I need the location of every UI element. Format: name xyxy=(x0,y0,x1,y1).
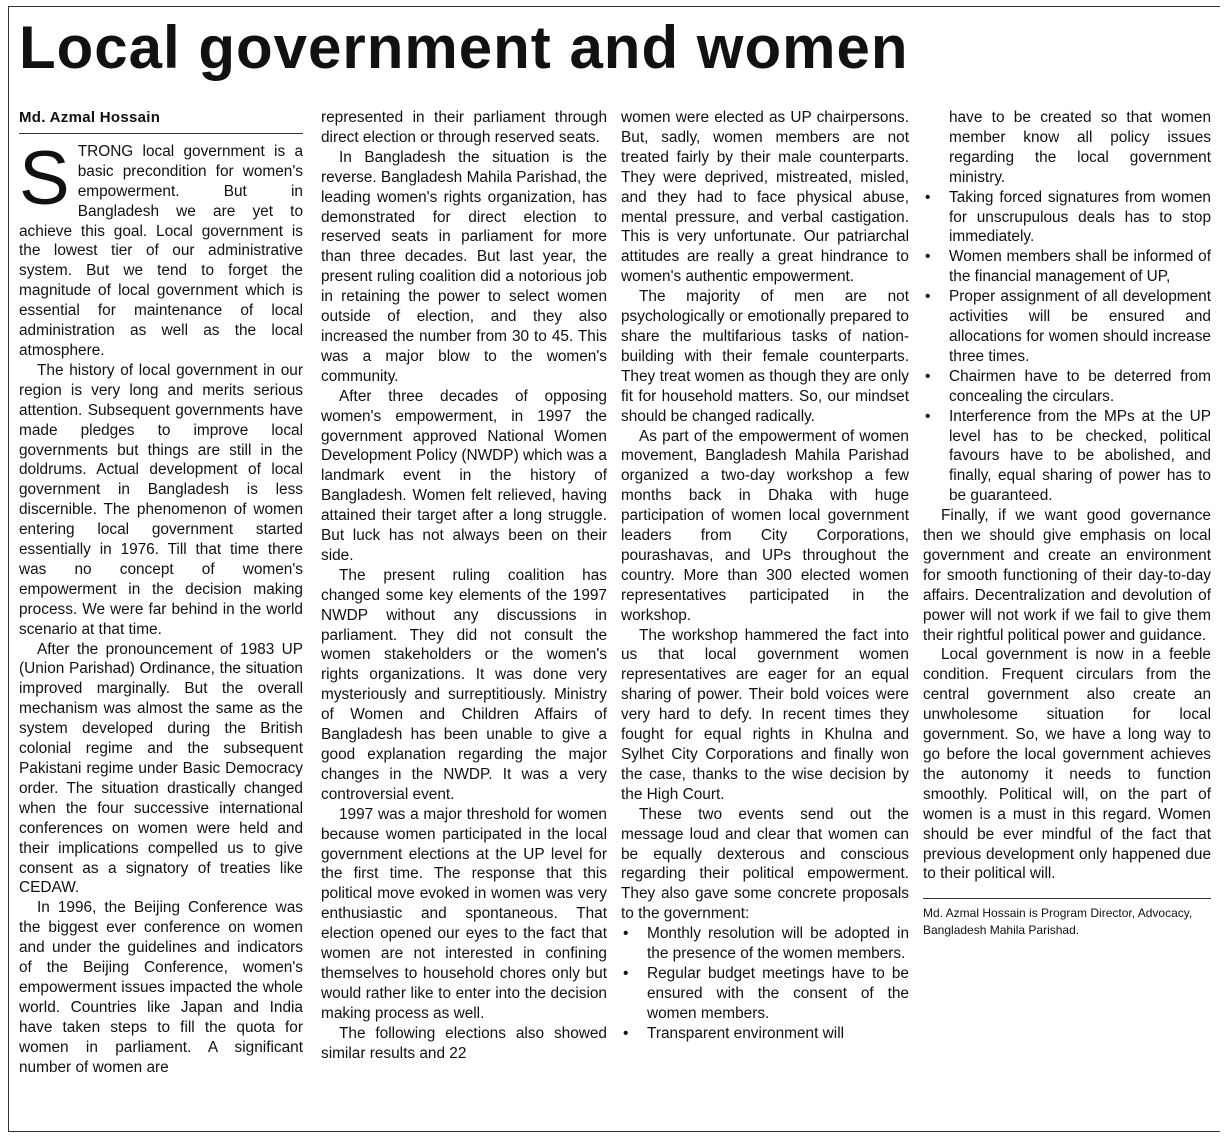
paragraph: The history of local government in our region is very long and merits serious attention. Subsequent governments have made pledges to improve local governments but things are still in the doldrums. Actual development of local government in Bangladesh is less discernible. The phenomenon of women entering local government started essentially in 1976. Till that time there was no concept of women's empowerment in the decision making process. We were far behind in the world scenario at that time. xyxy=(19,361,303,638)
list-item: • Interference from the MPs at the UP level has to be checked, political favours have to be abolished, and finally, equal sharing of power has to be guaranteed. xyxy=(923,407,1211,507)
proposal-list xyxy=(621,924,909,1043)
paragraph: In Bangladesh the situation is the reverse. Bangladesh Mahila Parishad, the leading women's rights organization, has demonstrated for direct election to reserved seats in parliament for more than three decades. But last year, the present ruling coalition did a notorious job in retaining the power to select women outside of election, and they also increased the number from 30 to 45. This was a major blow to the women's community. xyxy=(321,148,607,385)
paragraph: These two events send out the message loud and clear that women can be equally dexterous and conscious regarding their political empowerment. They also gave some concrete proposals to the government: xyxy=(621,805,909,923)
list-item: • Chairmen have to be deterred from concealing the circulars. xyxy=(923,367,1211,407)
paragraph: The present ruling coalition has changed some key elements of the 1997 NWDP without any discussions in parliament. They did not consult the women stakeholders or the women's rights organizations. It was done very mysteriously and surreptitiously. Ministry of Women and Children Affairs of Bangladesh has been unable to give a good explanation regarding the major changes in the NWDP. It was a very controversial event. xyxy=(321,566,607,803)
column-3 xyxy=(621,108,909,1121)
paragraph: After the pronouncement of 1983 UP (Union Parishad) Ordinance, the situation improved marginally. But the overall mechanism was almost the same as the system developed during the British colonial regime and the subsequent Pakistani regime under Basic Democracy order. The situation drastically changed when the four successive international conferences on women were held and their implications compelled us to give consent as a signatory of treaties like CEDAW. xyxy=(19,640,303,897)
paragraph: represented in their parliament through direct election or through reserved seats. xyxy=(321,109,607,146)
author-footnote: Md. Azmal Hossain is Program Director, Advocacy, Bangladesh Mahila Parishad. xyxy=(923,898,1211,939)
list-item: • Women members shall be informed of the financial management of UP, xyxy=(923,247,1211,287)
newspaper-clipping xyxy=(8,6,1220,1132)
paragraph: Finally, if we want good governance then we should give emphasis on local government and create an environment for smooth functioning of their day-to-day affairs. Decentralization and devolution of power will not work if we fail to give them their rightful political power and guidance. xyxy=(923,507,1211,644)
column-4 xyxy=(923,108,1211,1121)
column-2 xyxy=(321,108,607,1121)
list-item: • Monthly resolution will be adopted in the presence of the women members. xyxy=(621,924,909,964)
paragraph: The majority of men are not psychologically or emotionally prepared to share the multifarious tasks of nation-building with their female counterparts. They treat women as though they are only fit for household matters. So, our mindset should be changed radically. xyxy=(621,288,909,425)
proposal-list xyxy=(923,188,1211,507)
list-item: • Taking forced signatures from women for unscrupulous deals has to stop immediately. xyxy=(923,188,1211,248)
paragraph-text: TRONG local government is a basic precondition for women's empowerment. But in Bangladesh we are yet to achieve this goal. Local government is the lowest tier of our administrative system. But we tend to forget the magnitude of local government which is essential for maintenance of local administration as well as the local atmosphere. xyxy=(19,142,303,359)
list-continuation: have to be created so that women member know all policy issues regarding the local government ministry. xyxy=(949,109,1211,186)
paragraph: The workshop hammered the fact into us that local government women representatives are eager for an equal sharing of power. Their bold voices were very hard to defy. In recent times they fought for equal rights in Khulna and Sylhet City Corporations and finally won the case, thanks to the wise decision by the High Court. xyxy=(621,626,909,803)
paragraph: The following elections also showed similar results and 22 xyxy=(321,1024,607,1062)
list-item: • Transparent environment will xyxy=(621,1024,909,1044)
paragraph: Local government is now in a feeble condition. Frequent circulars from the central government also create an unwholesome situation for local government. So, we have a long way to go before the local government achieves the autonomy it needs to function smoothly. Political will, on the part of women is a must in this regard. Women should be ever mindful of the fact that previous development only happened due to their political will. xyxy=(923,646,1211,883)
paragraph: women were elected as UP chairpersons. But, sadly, women members are not treated fairly by their male counterparts. They were deprived, mistreated, misled, and they had to face physical abuse, mental pressure, and verbal castigation. This is very unfortunate. Our patriarchal attitudes are really a great hindrance to women's authentic empowerment. xyxy=(621,109,909,286)
paragraph: As part of the empowerment of women movement, Bangladesh Mahila Parishad organized a two-day workshop a few months back in Dhaka with huge participation of women local government leaders from City Corporations, pourashavas, and UPs throughout the country. More than 300 elected women representatives participated in the workshop. xyxy=(621,427,909,624)
paragraph: 1997 was a major threshold for women because women participated in the local government elections at the UP level for the first time. The response that this political move evoked in women was very enthusiastic and spontaneous. That election opened our eyes to the fact that women are not interested in confining themselves to household chores only but would rather like to enter into the decision making process as well. xyxy=(321,805,607,1022)
paragraph: After three decades of opposing women's empowerment, in 1997 the government approved National Women Development Policy (NWDP) which was a landmark event in the history of Bangladesh. Women felt relieved, having attained their target after a long struggle. But luck has not always been on their side. xyxy=(321,387,607,564)
paragraph: In 1996, the Beijing Conference was the biggest ever conference on women and under the guidelines and indicators of the Beijing Conference, women's empowerment issues impacted the whole world. Countries like Japan and India have taken steps to fill the quota for women in parliament. A significant number of women are xyxy=(19,899,303,1076)
drop-cap: S xyxy=(19,135,70,221)
byline: Md. Azmal Hossain xyxy=(19,108,303,134)
list-item: • Regular budget meetings have to be ensured with the consent of the women members. xyxy=(621,964,909,1024)
paragraph xyxy=(19,135,303,361)
list-item: • Proper assignment of all development activities will be ensured and allocations for women should increase three times. xyxy=(923,287,1211,367)
column-1 xyxy=(19,108,303,1121)
headline: Local government and women xyxy=(19,14,909,81)
